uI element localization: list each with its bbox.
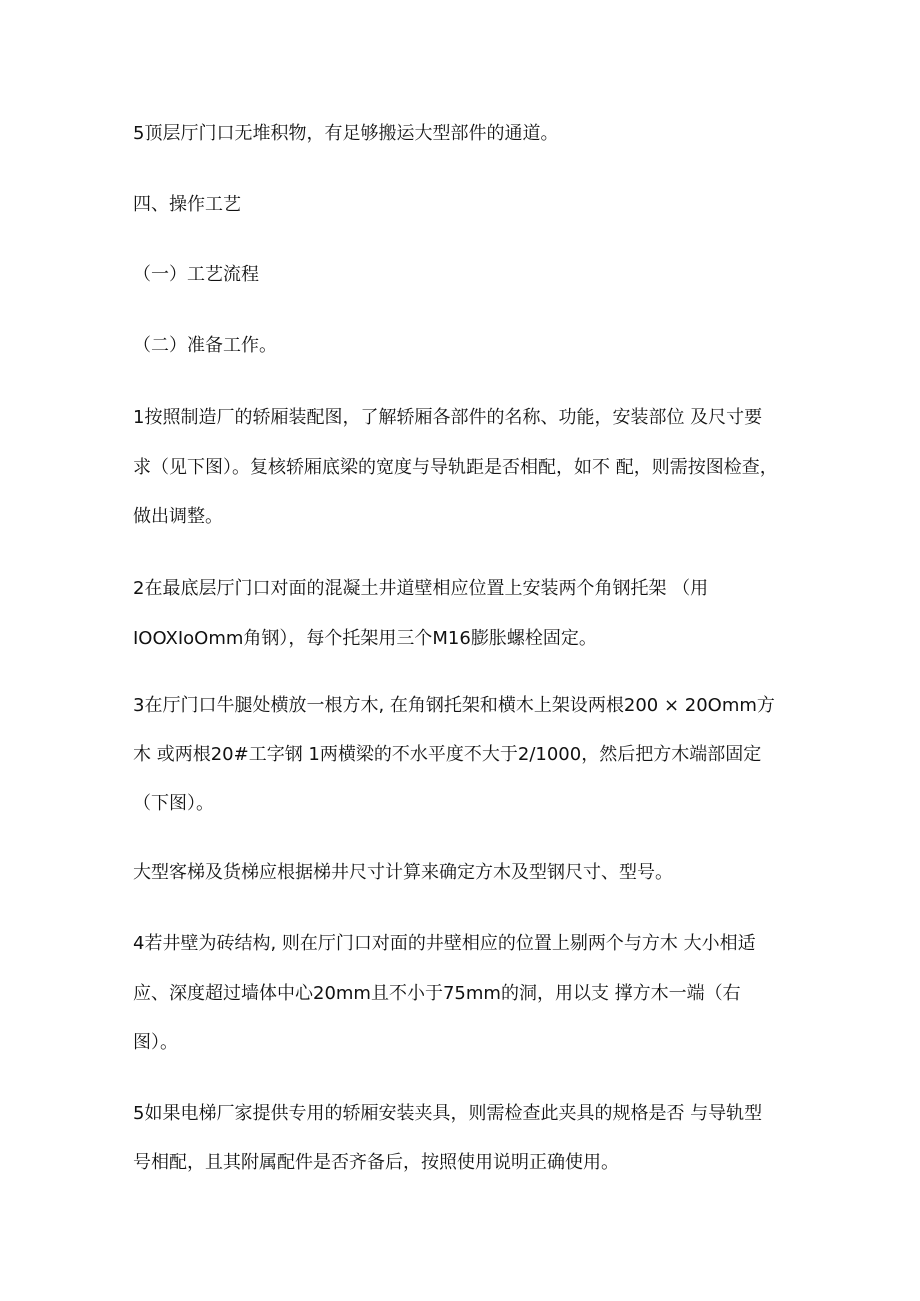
text-line: 2在最底层厅门口对面的混凝土井道壁相应位置上安装两个角钢托架 （用 xyxy=(133,578,709,599)
text-line: 5顶层厅门口无堆积物，有足够搬运大型部件的通道。 xyxy=(133,123,559,144)
text-line: 做出调整。 xyxy=(133,506,223,527)
text-line: 号相配，且其附属配件是否齐备后，按照使用说明正确使用。 xyxy=(133,1152,619,1173)
text-line: 3在厅门口牛腿处横放一根方木, 在角钢托架和横木上架设两根200 × 20Omm方 xyxy=(133,695,775,716)
text-line: 1按照制造厂的轿厢装配图，了解轿厢各部件的名称、功能，安装部位 及尺寸要 xyxy=(133,407,763,428)
text-line: 应、深度超过墙体中心20mm且不小于75mm的洞，用以支 撑方木一端（右 xyxy=(133,983,741,1004)
text-line: 4若井壁为砖结构, 则在厅门口对面的井壁相应的位置上剔两个与方木 大小相适 xyxy=(133,933,756,954)
text-line: 木 或两根20#工字钢 1两横梁的不水平度不大于2/1000，然后把方木端部固定 xyxy=(133,744,762,765)
section-heading: 四、操作工艺 xyxy=(133,194,241,215)
text-line: 5如果电梯厂家提供专用的轿厢安装夹具，则需检查此夹具的规格是否 与导轨型 xyxy=(133,1103,763,1124)
subsection-heading: （二）准备工作。 xyxy=(133,335,277,356)
text-line: 大型客梯及货梯应根据梯井尺寸计算来确定方木及型钢尺寸、型号。 xyxy=(133,862,673,883)
text-line: 求（见下图）。复核轿厢底梁的宽度与导轨距是否相配，如不 配，则需按图检查， xyxy=(133,457,778,478)
subsection-heading: （一）工艺流程 xyxy=(133,264,259,285)
text-line: （下图）。 xyxy=(133,793,214,814)
text-line: 图）。 xyxy=(133,1032,178,1053)
text-line: IOOXIoOmm角钢），每个托架用三个M16膨胀螺栓固定。 xyxy=(133,628,597,649)
